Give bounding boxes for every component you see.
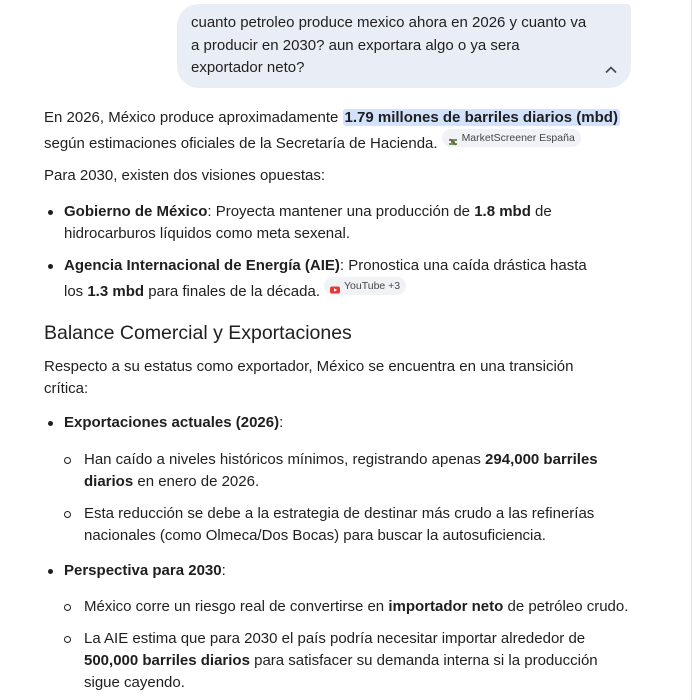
- section-heading-balance: Balance Comercial y Exportaciones: [44, 322, 352, 344]
- list-item-aie: Agencia Internacional de Energía (AIE): Pronostica una caída drástica hasta los 1.3 mbd para finales de la década. YouTube +3: [44, 255, 604, 303]
- youtube-icon: [330, 281, 340, 291]
- answer-paragraph-2030-intro: Para 2030, existen dos visiones opuestas:: [44, 167, 326, 184]
- export-list-2030: [44, 560, 634, 582]
- sub-item-refineries: Esta reducción se debe a la estrategia de destinar más crudo a las refinerías nacionales (como Olmeca/Dos Bocas) para buscar la autosuficiencia.: [44, 503, 634, 547]
- export-sublist-2030: [44, 596, 634, 694]
- answer-paragraph-production: En 2026, México produce aproximadamente 1.79 millones de barriles diarios (mbd) según estimaciones oficiales de la Secretaría de Hacienda. MarketScreener España: [44, 109, 618, 152]
- sub-item-historic-lows: Han caído a niveles históricos mínimos, registrando apenas 294,000 barriles diarios en enero de 2026.: [44, 449, 634, 493]
- collapse-query-button[interactable]: [601, 60, 621, 80]
- chevron-up-icon: [601, 60, 621, 80]
- export-list: [44, 412, 634, 434]
- answer-paragraph-exporter-status: Respecto a su estatus como exportador, México se encuentra en una transición crítica:: [44, 358, 574, 397]
- source-chip-youtube[interactable]: YouTube +3: [324, 277, 406, 295]
- user-query-text: cuanto petroleo produce mexico ahora en 2026 y cuanto va a producir en 2030? aun exportara algo o ya sera exportador neto?: [191, 14, 587, 76]
- marketscreener-icon: [448, 133, 458, 143]
- list-item-exportaciones-actuales: Exportaciones actuales (2026):: [44, 412, 634, 434]
- highlighted-production-figure: 1.79 millones de barriles diarios (mbd): [344, 109, 618, 126]
- list-item-perspectiva-2030: Perspectiva para 2030:: [44, 560, 634, 582]
- sub-item-net-importer: México corre un riesgo real de convertirse en importador neto de petróleo crudo.: [44, 596, 634, 618]
- source-chip-marketscreener[interactable]: MarketScreener España: [442, 129, 581, 147]
- forecast-list: [44, 201, 604, 303]
- user-query-bubble: [177, 4, 631, 88]
- sub-item-aie-imports: La AIE estima que para 2030 el país podría necesitar importar alrededor de 500,000 barriles diarios para satisfacer su demanda interna si la producción sigue cayendo.: [44, 628, 634, 694]
- export-sublist-current: [44, 449, 634, 547]
- list-item-gobierno: Gobierno de México: Proyecta mantener una producción de 1.8 mbd de hidrocarburos líquidos como meta sexenal.: [44, 201, 604, 245]
